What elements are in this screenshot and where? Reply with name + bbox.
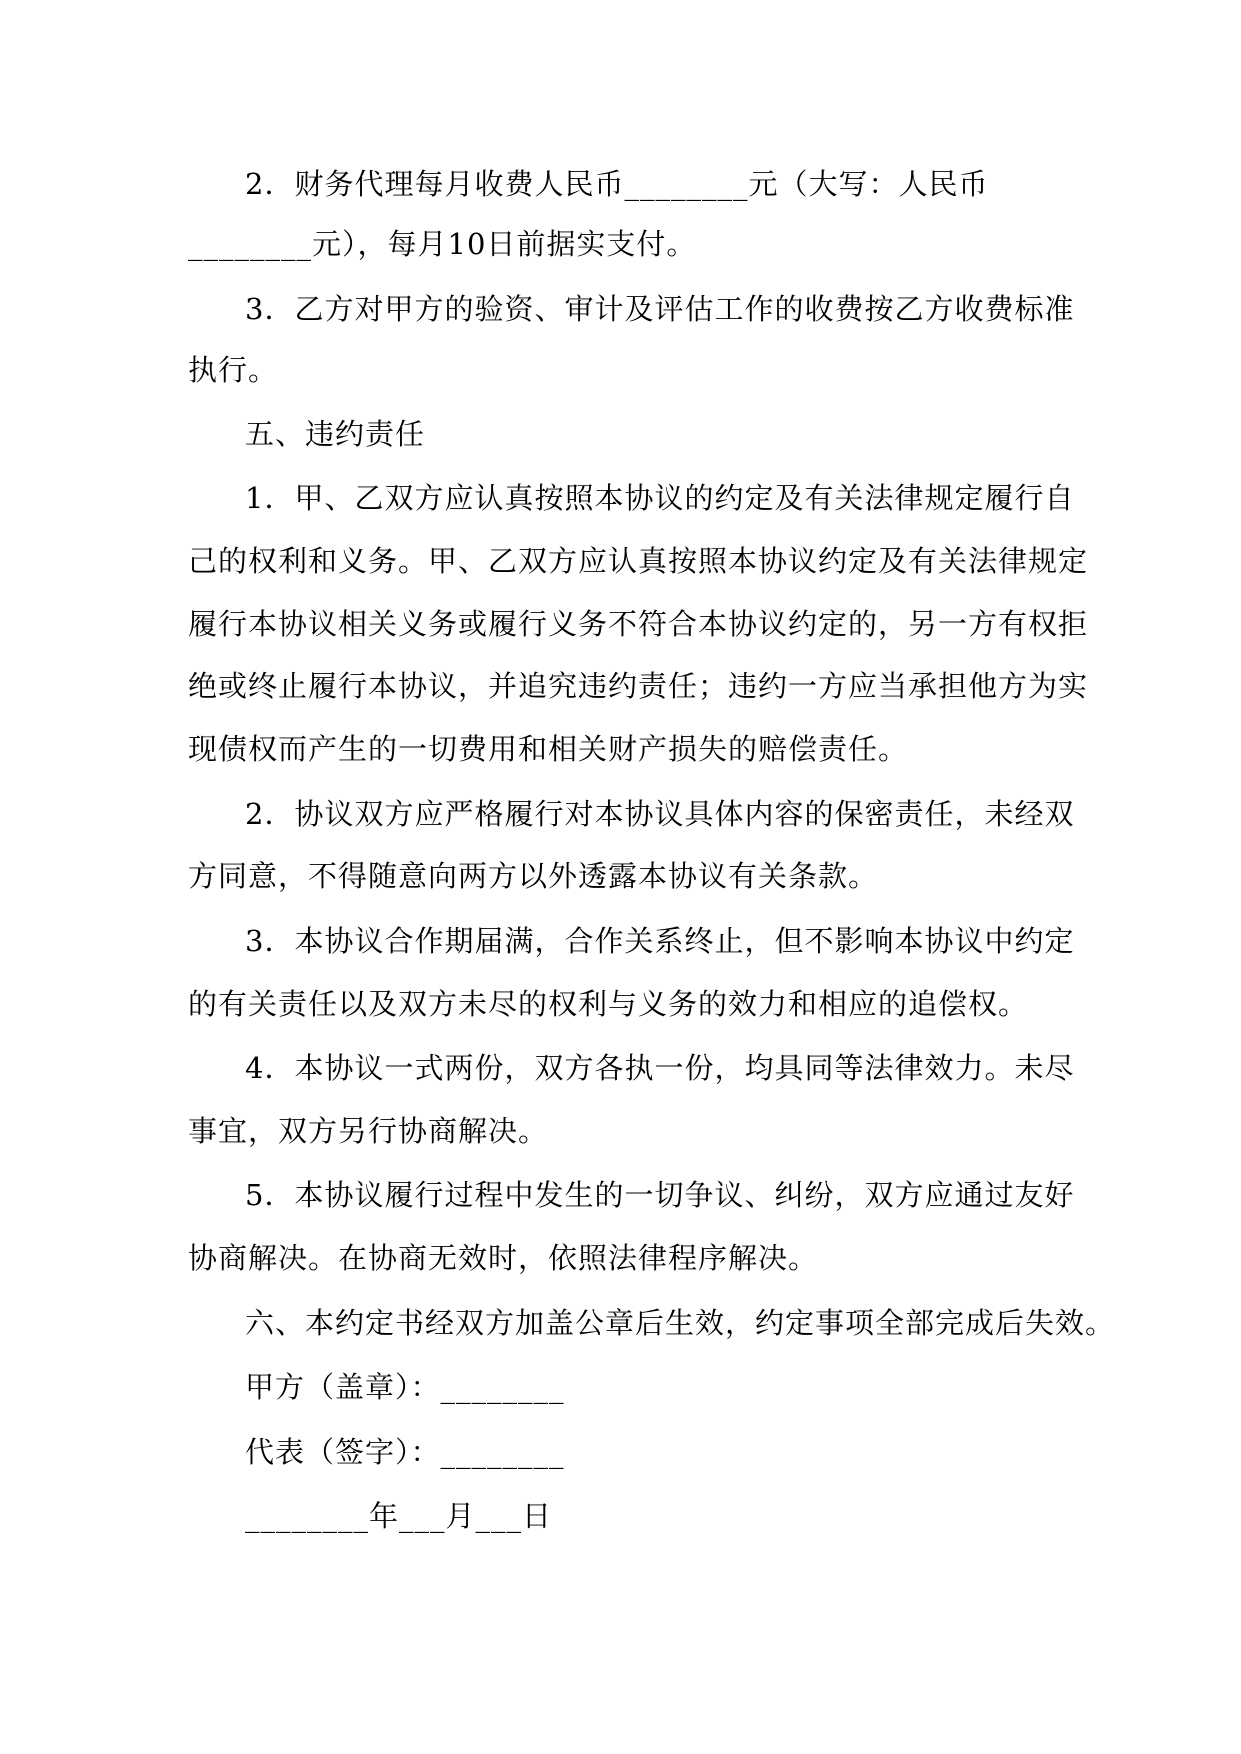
breach-clause-4-line-2: 事宜，双方另行协商解决。 <box>188 1114 549 1148</box>
breach-clause-4-line-1: 4．本协议一式两份，双方各执一份，均具同等法律效力。未尽 <box>245 1051 1075 1085</box>
breach-clause-5-line-1: 5．本协议履行过程中发生的一切争议、纠纷，双方应通过友好 <box>245 1178 1075 1212</box>
fee-clause-2-line-2: ________元），每月10日前据实支付。 <box>188 227 697 261</box>
breach-clause-2-line-1: 2．协议双方应严格履行对本协议具体内容的保密责任，未经双 <box>245 797 1075 831</box>
breach-clause-3-line-2: 的有关责任以及双方未尽的权利与义务的效力和相应的追偿权。 <box>188 987 1029 1021</box>
section-six-effective-clause: 六、本约定书经双方加盖公章后生效，约定事项全部完成后失效。 <box>245 1306 1116 1340</box>
representative-signature-line: 代表（签字）：________ <box>245 1435 565 1469</box>
breach-clause-1-line-2: 己的权利和义务。甲、乙双方应认真按照本协议约定及有关法律规定 <box>188 544 1089 578</box>
section-heading-breach: 五、违约责任 <box>245 417 426 451</box>
party-a-seal-line: 甲方（盖章）：________ <box>245 1370 565 1404</box>
breach-clause-3-line-1: 3．本协议合作期届满，合作关系终止，但不影响本协议中约定 <box>245 924 1075 958</box>
breach-clause-2-line-2: 方同意，不得随意向两方以外透露本协议有关条款。 <box>188 859 879 893</box>
breach-clause-1-line-1: 1．甲、乙双方应认真按照本协议的约定及有关法律规定履行自 <box>245 481 1075 515</box>
breach-clause-1-line-3: 履行本协议相关义务或履行义务不符合本协议约定的，另一方有权拒 <box>188 607 1089 641</box>
breach-clause-1-line-4: 绝或终止履行本协议，并追究违约责任；违约一方应当承担他方为实 <box>188 669 1089 703</box>
fee-clause-3-line-2: 执行。 <box>188 353 279 387</box>
breach-clause-5-line-2: 协商解决。在协商无效时，依照法律程序解决。 <box>188 1241 819 1275</box>
breach-clause-1-line-5: 现债权而产生的一切费用和相关财产损失的赔偿责任。 <box>188 732 909 766</box>
fee-clause-3-line-1: 3．乙方对甲方的验资、审计及评估工作的收费按乙方收费标准 <box>245 292 1075 326</box>
fee-clause-2-line-1: 2．财务代理每月收费人民币________元（大写：人民币 <box>245 167 989 201</box>
date-line: ________年___月___日 <box>245 1499 553 1533</box>
